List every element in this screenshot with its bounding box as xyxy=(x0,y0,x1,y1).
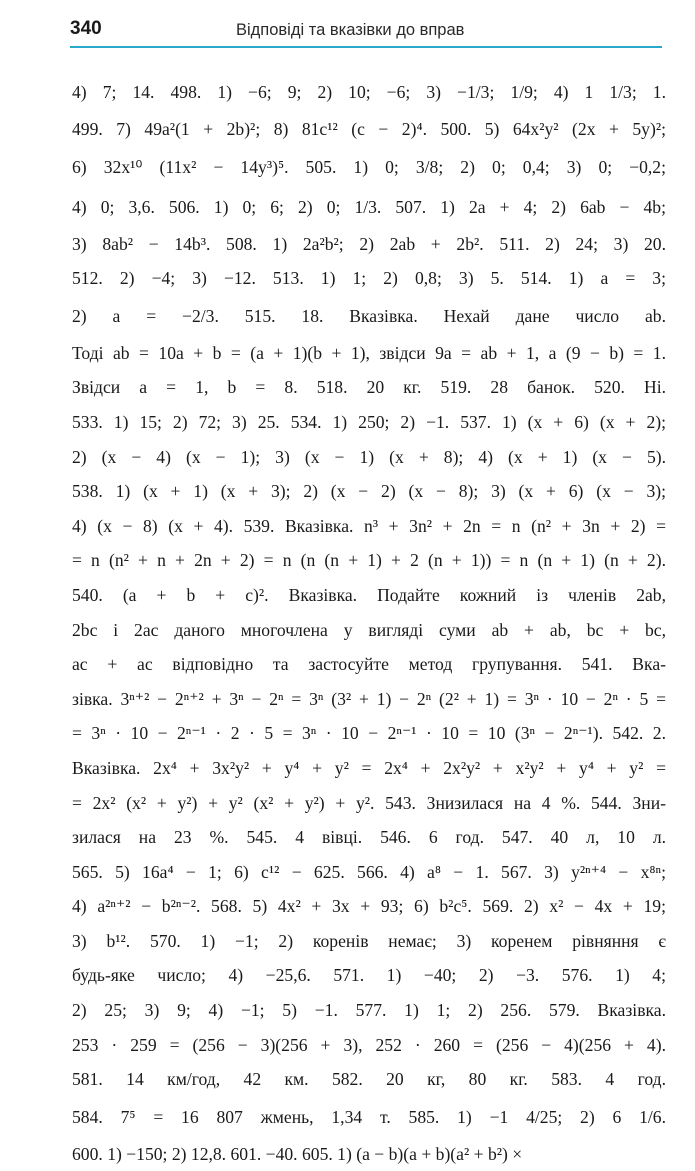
running-head: Відповіді та вказівки до вправ xyxy=(236,21,465,39)
text-line: 565. 5) 16a⁴ − 1; 6) c¹² − 625. 566. 4) a⁸ − 1. 567. 3) y²ⁿ⁺⁴ − x⁸ⁿ; xyxy=(72,861,666,882)
text-line: 512. 2) −4; 3) −12. 513. 1) 1; 2) 0,8; 3) 5. 514. 1) a = 3; xyxy=(72,268,666,289)
text-line: 4) 7; 14. 498. 1) −6; 9; 2) 10; −6; 3) −1/3; 1/9; 4) 1 1/3; 1. xyxy=(72,82,666,102)
text-line: 540. (a + b + c)². Вказівка. Подайте кожний із членів 2ab, xyxy=(72,584,666,605)
text-line: зівка. 3ⁿ⁺² − 2ⁿ⁺² + 3ⁿ − 2ⁿ = 3ⁿ (3² + 1) − 2ⁿ (2² + 1) = 3ⁿ · 10 − 2ⁿ · 5 = xyxy=(72,688,666,709)
text-line: 581. 14 км/год, 42 км. 582. 20 кг, 80 кг. 583. 4 год. xyxy=(72,1069,666,1090)
text-line: будь-яке число; 4) −25,6. 571. 1) −40; 2) −3. 576. 1) 4; xyxy=(72,965,666,986)
page-header xyxy=(0,0,695,60)
text-line: 499. 7) 49a²(1 + 2b)²; 8) 81c¹² (c − 2)⁴. 500. 5) 64x²y² (2x + 5y)²; xyxy=(72,119,666,139)
text-line: 4) a²ⁿ⁺² − b²ⁿ⁻². 568. 5) 4x² + 3x + 93; 6) b²c⁵. 569. 2) x² − 4x + 19; xyxy=(72,896,666,917)
text-line: 2) 25; 3) 9; 4) −1; 5) −1. 577. 1) 1; 2) 256. 579. Вказівка. xyxy=(72,1000,666,1021)
header-rule xyxy=(70,46,662,48)
text-line: 600. 1) −150; 2) 12,8. 601. −40. 605. 1) (a − b)(a + b)(a² + b²) × xyxy=(72,1143,523,1164)
text-line: 4) 0; 3,6. 506. 1) 0; 6; 2) 0; 1/3. 507. 1) 2a + 4; 2) 6ab − 4b; xyxy=(72,196,666,217)
text-line: 584. 7⁵ = 16 807 жмень, 1,34 т. 585. 1) −1 4/25; 2) 6 1/6. xyxy=(72,1106,666,1127)
text-line: Тоді ab = 10a + b = (a + 1)(b + 1), звідси 9a = ab + 1, a (9 − b) = 1. xyxy=(72,342,666,363)
text-line: Звідси a = 1, b = 8. 518. 20 кг. 519. 28 банок. 520. Ні. xyxy=(72,377,666,398)
text-line: 253 · 259 = (256 − 3)(256 + 3), 252 · 260 = (256 − 4)(256 + 4). xyxy=(72,1034,666,1055)
text-line: 2) (x − 4) (x − 1); 3) (x − 1) (x + 8); 4) (x + 1) (x − 5). xyxy=(72,446,666,467)
text-line: 2) a = −2/3. 515. 18. Вказівка. Нехай дане число ab. xyxy=(72,305,666,326)
answers-text xyxy=(72,72,666,1171)
text-line: = 3ⁿ · 10 − 2ⁿ⁻¹ · 2 · 5 = 3ⁿ · 10 − 2ⁿ⁻¹ · 10 = 10 (3ⁿ − 2ⁿ⁻¹). 542. 2. xyxy=(72,723,666,744)
text-line: 538. 1) (x + 1) (x + 3); 2) (x − 2) (x − 8); 3) (x + 6) (x − 3); xyxy=(72,481,666,502)
text-line: 4) (x − 8) (x + 4). 539. Вказівка. n³ + 3n² + 2n = n (n² + 3n + 2) = xyxy=(72,515,666,536)
page-number: 340 xyxy=(70,18,102,39)
text-line: = n (n² + n + 2n + 2) = n (n (n + 1) + 2 (n + 1)) = n (n + 1) (n + 2). xyxy=(72,550,666,571)
text-line: 3) b¹². 570. 1) −1; 2) коренів немає; 3) коренем рівняння є xyxy=(72,930,666,951)
text-line: 533. 1) 15; 2) 72; 3) 25. 534. 1) 250; 2) −1. 537. 1) (x + 6) (x + 2); xyxy=(72,411,666,432)
text-line: зилася на 23 %. 545. 4 вівці. 546. 6 год. 547. 40 л, 10 л. xyxy=(72,827,666,848)
text-line: Вказівка. 2x⁴ + 3x²y² + y⁴ + y² = 2x⁴ + 2x²y² + x²y² + y⁴ + y² = xyxy=(72,757,666,778)
text-line: ac + ac відповідно та застосуйте метод групування. 541. Вка- xyxy=(72,654,666,675)
text-line: 2bc і 2ac даного многочлена у вигляді суми ab + ab, bc + bc, xyxy=(72,619,666,640)
text-line: = 2x² (x² + y²) + y² (x² + y²) + y². 543. Знизилася на 4 %. 544. Зни- xyxy=(72,792,666,813)
text-line: 6) 32x¹⁰ (11x² − 14y³)⁵. 505. 1) 0; 3/8; 2) 0; 0,4; 3) 0; −0,2; xyxy=(72,156,666,177)
text-line: 3) 8ab² − 14b³. 508. 1) 2a²b²; 2) 2ab + 2b². 511. 2) 24; 3) 20. xyxy=(72,233,666,254)
